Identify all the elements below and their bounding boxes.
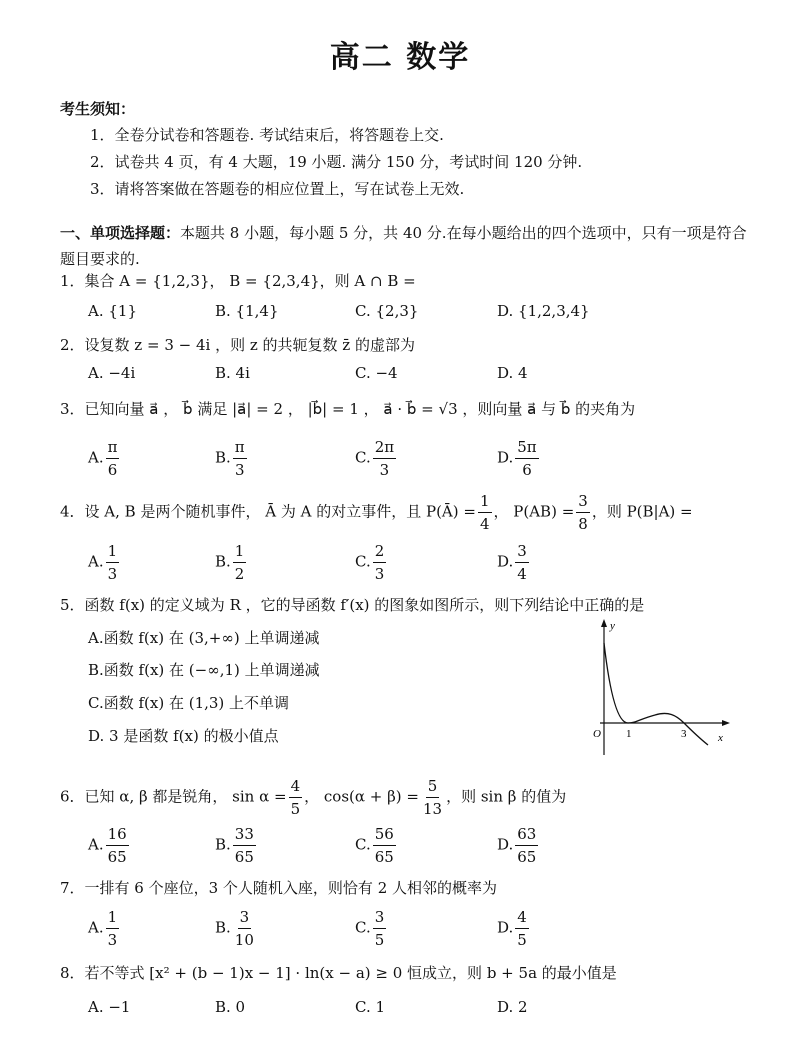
option-prefix: A. <box>88 835 104 854</box>
question-4-option-d[interactable] <box>497 540 531 585</box>
option-prefix: D. <box>497 448 514 467</box>
numerator: 1 <box>106 540 120 563</box>
option-prefix: A. <box>88 448 104 467</box>
denominator: 13 <box>422 800 443 818</box>
notice-item: 3．请将答案做在答题卷的相应位置上，写在试卷上无效. <box>90 180 465 198</box>
question-3-option-c[interactable] <box>355 436 398 481</box>
denominator: 65 <box>517 848 537 866</box>
option-prefix: B. <box>215 835 231 854</box>
fraction <box>515 540 529 585</box>
question-6-option-c[interactable] <box>355 823 398 868</box>
denominator: 8 <box>578 515 588 533</box>
fraction <box>576 490 590 535</box>
question-5-option-d[interactable]: D. 3 是函数 f(x) 的极小值点 <box>88 727 279 745</box>
section-label: 一、单项选择题： <box>60 224 181 242</box>
numerator: π <box>106 436 120 459</box>
denominator: 6 <box>522 461 532 479</box>
option-prefix: D. <box>497 835 514 854</box>
fraction <box>233 540 247 585</box>
question-7-stem: 7．一排有 6 个座位，3 个人随机入座，则恰有 2 人相邻的概率为 <box>60 879 498 897</box>
numerator: 5π <box>515 436 538 459</box>
section-instructions <box>60 220 750 272</box>
denominator: 3 <box>107 565 118 583</box>
numerator: 5 <box>426 775 440 798</box>
fraction <box>515 906 529 951</box>
question-8-stem: 8．若不等式 [x² + (b − 1)x − 1] · ln(x − a) ≥ 0 恒成立，则 b + 5a 的最小值是 <box>60 964 617 982</box>
numerator: 4 <box>289 775 303 798</box>
question-8-option-d[interactable]: D. 2 <box>497 998 528 1016</box>
option-prefix: D. <box>497 918 514 937</box>
denominator: 5 <box>517 931 527 949</box>
y-axis-arrow <box>601 619 607 627</box>
question-3-option-a[interactable] <box>88 436 121 481</box>
question-4-option-b[interactable] <box>215 540 248 585</box>
question-3-stem: 3．已知向量 a⃗ ， b⃗ 满足 |a⃗| = 2 ， |b⃗| = 1 ， a⃗ · b⃗ = √3 ，则向量 a⃗ 与 b⃗ 的夹角为 <box>60 400 636 418</box>
denominator: 5 <box>374 931 385 949</box>
x-axis-arrow <box>722 720 730 726</box>
numerator: 63 <box>515 823 538 846</box>
denominator: 3 <box>379 461 390 479</box>
fraction <box>106 823 129 868</box>
question-7-option-b[interactable] <box>215 906 258 951</box>
denominator: 10 <box>234 931 254 949</box>
question-6-option-b[interactable] <box>215 823 258 868</box>
denominator: 4 <box>479 515 490 533</box>
question-3-option-d[interactable] <box>497 436 541 481</box>
stem-text: ， cos(α + β) = <box>304 787 419 806</box>
numerator: 1 <box>106 906 120 929</box>
question-5-option-a[interactable]: A.函数 f(x) 在 (3,+∞) 上单调递减 <box>88 629 320 647</box>
stem-text: ，则 P(B|A) = <box>591 502 693 521</box>
tick-label-3: 3 <box>681 728 687 740</box>
y-axis-label: y <box>610 620 615 632</box>
denominator: 3 <box>234 461 245 479</box>
denominator: 3 <box>107 931 118 949</box>
denominator: 65 <box>107 848 127 866</box>
stem-text: ， P(AB) = <box>493 502 575 521</box>
fraction <box>373 540 387 585</box>
numerator: 3 <box>576 490 590 513</box>
option-prefix: C. <box>355 448 371 467</box>
fraction <box>233 436 247 481</box>
numerator: 1 <box>478 490 492 513</box>
question-3-option-b[interactable] <box>215 436 249 481</box>
denominator: 5 <box>290 800 301 818</box>
fraction <box>373 823 396 868</box>
denominator: 65 <box>234 848 254 866</box>
stem-text: 4．设 A, B 是两个随机事件， Ā 为 A 的对立事件，且 P(Ā) = <box>60 502 476 521</box>
denominator: 65 <box>374 848 394 866</box>
fraction <box>233 906 256 951</box>
numerator: π <box>233 436 247 459</box>
fraction <box>106 436 120 481</box>
question-2-option-a[interactable]: A. −4i <box>88 364 136 382</box>
question-5-option-b[interactable]: B.函数 f(x) 在 (−∞,1) 上单调递减 <box>88 661 320 679</box>
fraction <box>421 775 444 820</box>
numerator: 3 <box>515 540 529 563</box>
fraction <box>106 540 120 585</box>
option-prefix: C. <box>355 918 371 937</box>
numerator: 56 <box>373 823 396 846</box>
question-2-option-b[interactable]: B. 4i <box>215 364 250 382</box>
numerator: 1 <box>233 540 247 563</box>
question-1-stem: 1．集合 A = {1,2,3}， B = {2,3,4}，则 A ∩ B = <box>60 272 416 290</box>
question-8-option-b[interactable]: B. 0 <box>215 998 246 1016</box>
question-1-option-b[interactable]: B. {1,4} <box>215 302 279 320</box>
question-6-stem <box>60 775 566 820</box>
question-4-stem <box>60 490 693 535</box>
question-8-option-a[interactable]: A. −1 <box>88 998 131 1016</box>
x-axis-label: x <box>718 732 723 744</box>
numerator: 3 <box>373 906 387 929</box>
stem-text: ，则 sin β 的值为 <box>446 787 567 806</box>
page-title: 高二 数学 <box>329 40 471 75</box>
question-8-option-c[interactable]: C. 1 <box>355 998 386 1016</box>
origin-label: O <box>593 728 601 740</box>
notice-item: 1．全卷分试卷和答题卷. 考试结束后，将答题卷上交. <box>90 126 444 144</box>
fraction <box>515 823 538 868</box>
question-7-option-a[interactable] <box>88 906 121 951</box>
section-text: 本题共 8 小题，每小题 5 分，共 40 分.在每小题给出的四个选项中，只有一项是符合题目要求的. <box>60 224 747 268</box>
tick-label-1: 1 <box>626 728 632 740</box>
question-2-stem: 2．设复数 z = 3 − 4i ，则 z 的共轭复数 z̄ 的虚部为 <box>60 336 415 354</box>
fraction <box>289 775 303 820</box>
option-prefix: B. <box>215 552 231 571</box>
question-4-option-c[interactable] <box>355 540 388 585</box>
question-1-option-a[interactable]: A. {1} <box>88 302 137 320</box>
numerator: 2π <box>373 436 396 459</box>
derivative-graph <box>580 615 730 765</box>
option-prefix: A. <box>88 918 104 937</box>
question-7-option-d[interactable] <box>497 906 531 951</box>
option-prefix: A. <box>88 552 104 571</box>
question-4-option-a[interactable] <box>88 540 121 585</box>
derivative-curve <box>604 643 708 745</box>
denominator: 3 <box>374 565 385 583</box>
question-7-option-c[interactable] <box>355 906 388 951</box>
question-5-stem: 5．函数 f(x) 的定义域为 R ，它的导函数 f′(x) 的图象如图所示，则下列结论中正确的是 <box>60 596 645 614</box>
question-2-option-c[interactable]: C. −4 <box>355 364 398 382</box>
question-2-option-d[interactable]: D. 4 <box>497 364 528 382</box>
question-6-option-d[interactable] <box>497 823 540 868</box>
denominator: 6 <box>107 461 118 479</box>
notice-heading: 考生须知： <box>60 100 136 118</box>
question-1-option-d[interactable]: D. {1,2,3,4} <box>497 302 590 320</box>
question-5-option-c[interactable]: C.函数 f(x) 在 (1,3) 上不单调 <box>88 694 290 712</box>
question-6-option-a[interactable] <box>88 823 131 868</box>
fraction <box>515 436 538 481</box>
option-prefix: B. <box>215 448 231 467</box>
option-prefix: C. <box>355 552 371 571</box>
numerator: 3 <box>238 906 252 929</box>
question-1-option-c[interactable]: C. {2,3} <box>355 302 419 320</box>
fraction <box>106 906 120 951</box>
fraction <box>373 906 387 951</box>
fraction <box>373 436 396 481</box>
option-prefix: B. <box>215 918 231 937</box>
numerator: 4 <box>515 906 529 929</box>
numerator: 2 <box>373 540 387 563</box>
numerator: 16 <box>106 823 129 846</box>
denominator: 2 <box>234 565 245 583</box>
option-prefix: C. <box>355 835 371 854</box>
denominator: 4 <box>517 565 527 583</box>
fraction <box>478 490 492 535</box>
fraction <box>233 823 256 868</box>
option-prefix: D. <box>497 552 514 571</box>
numerator: 33 <box>233 823 256 846</box>
notice-item: 2．试卷共 4 页，有 4 大题，19 小题. 满分 150 分，考试时间 120 分钟. <box>90 153 583 171</box>
stem-text: 6．已知 α, β 都是锐角， sin α = <box>60 787 287 806</box>
